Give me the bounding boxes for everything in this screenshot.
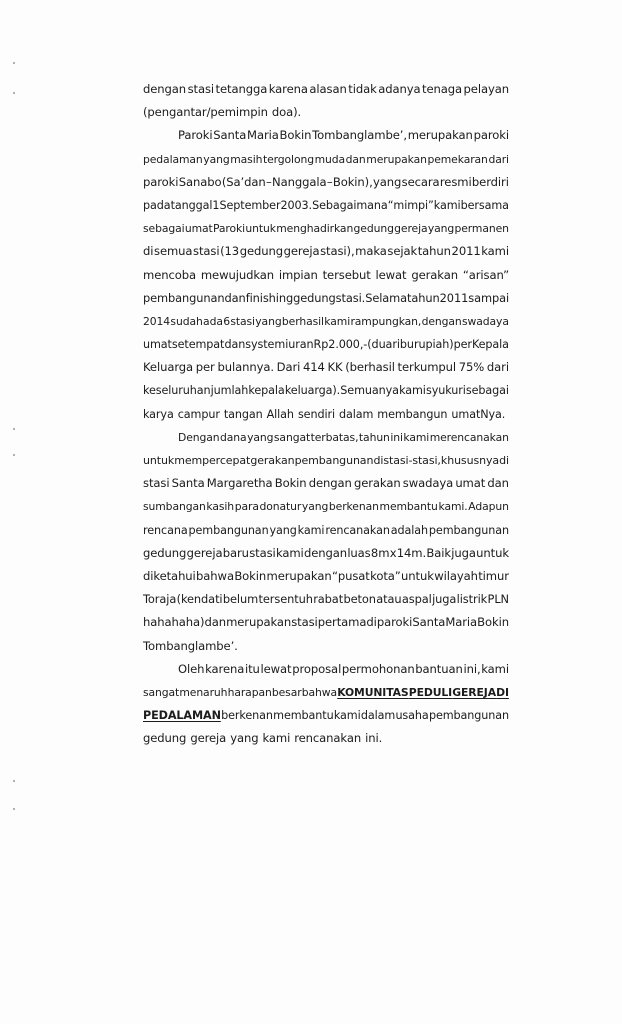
word: belum xyxy=(222,592,259,607)
word: gereja xyxy=(283,244,320,259)
word: karena xyxy=(205,661,245,676)
word: Keluarga xyxy=(143,360,194,375)
word: PLN xyxy=(487,592,509,607)
word: – xyxy=(326,174,333,189)
word: karya xyxy=(143,407,174,421)
word: maka xyxy=(355,244,387,259)
word: besar xyxy=(271,685,302,699)
word: yang xyxy=(427,222,455,236)
word: 414 xyxy=(302,360,325,375)
text-line xyxy=(143,287,509,310)
word: usaha xyxy=(395,709,429,723)
word: doa). xyxy=(271,105,302,120)
word: atau xyxy=(376,592,402,607)
paragraph-4 xyxy=(143,658,509,751)
word: 2003. xyxy=(280,198,313,212)
word: pembangunan xyxy=(428,523,509,537)
word: sebagai xyxy=(143,222,185,236)
word: x xyxy=(389,545,397,560)
word: dengan xyxy=(303,545,348,560)
word: Santa xyxy=(171,476,205,491)
word: untuk xyxy=(401,568,434,583)
word: ini xyxy=(390,430,403,444)
text-line xyxy=(143,658,509,681)
word: proposal xyxy=(292,661,342,676)
word: khususnya xyxy=(440,454,499,467)
word: gereja xyxy=(186,545,223,560)
word: yang xyxy=(373,174,402,189)
word: bahwa xyxy=(301,685,338,699)
word: keluarga). xyxy=(284,384,341,398)
word: kami xyxy=(481,661,509,676)
paragraph-2 xyxy=(143,124,509,425)
word: Tombanglambe’. xyxy=(143,638,238,653)
word: stasi xyxy=(143,476,170,491)
word: gedung xyxy=(239,244,283,259)
word: jumlah xyxy=(210,384,249,398)
word: membantu xyxy=(273,709,334,723)
word: Paroki xyxy=(212,222,246,236)
word: tanggal xyxy=(170,198,213,212)
word: sumbangan xyxy=(143,500,206,514)
word: syukuri xyxy=(425,384,466,398)
word: swadaya xyxy=(402,476,454,491)
word: Selama xyxy=(365,290,408,305)
word: berhasil xyxy=(281,314,324,328)
word: Dengan xyxy=(178,430,220,444)
word: gerakan xyxy=(250,454,295,467)
word: muda xyxy=(314,152,346,166)
word: sangat xyxy=(273,430,311,444)
word: sudah xyxy=(170,314,203,328)
word: di xyxy=(143,244,154,259)
word: 2.000,- xyxy=(328,338,368,352)
word: merupakan xyxy=(266,568,332,583)
text-line xyxy=(143,611,509,634)
word: rencanakan xyxy=(325,523,390,537)
word: kepala xyxy=(248,384,285,398)
word: rencanakan xyxy=(294,731,362,746)
word: Sanabo xyxy=(178,174,222,189)
word: di xyxy=(366,615,377,630)
word: bantuan xyxy=(415,661,463,676)
word: berkenan xyxy=(221,709,273,723)
word: yang xyxy=(247,430,274,444)
word: lewat xyxy=(260,661,292,676)
word: Dari xyxy=(276,360,301,375)
word: dan xyxy=(487,476,509,491)
word: adanya xyxy=(378,82,421,96)
text-line xyxy=(143,78,509,101)
word: ada xyxy=(203,314,223,328)
word: kota” xyxy=(370,568,401,583)
word: gedung xyxy=(293,290,336,305)
word: yang xyxy=(230,731,259,746)
word: tahun xyxy=(407,290,440,305)
word: stasi), xyxy=(320,244,355,259)
word: 2011 xyxy=(451,244,481,259)
word: semua xyxy=(154,244,193,259)
word: kami xyxy=(481,244,509,259)
body-text xyxy=(143,78,509,750)
text-line xyxy=(143,217,509,240)
word: listrik xyxy=(456,592,488,607)
word: donatur xyxy=(259,500,302,514)
word: wilayah xyxy=(434,568,478,583)
word: dalam xyxy=(360,709,396,723)
word: gereja xyxy=(394,222,428,236)
word: berdiri xyxy=(471,174,509,189)
word: kasih xyxy=(206,500,235,514)
word: kami xyxy=(275,545,304,560)
word: pada xyxy=(143,198,171,212)
word: kami xyxy=(433,198,461,212)
word: dengan xyxy=(143,82,187,96)
word: tenaga xyxy=(422,82,463,96)
word: diketahui xyxy=(143,568,196,583)
word: umatNya. xyxy=(451,407,506,421)
word: September xyxy=(219,198,281,212)
text-line xyxy=(143,264,509,287)
word: tangan xyxy=(223,407,263,421)
word: karena xyxy=(268,82,308,96)
word: 14m. xyxy=(396,545,427,560)
word: terkumpul xyxy=(397,360,457,375)
word: tersentuh xyxy=(258,592,313,607)
word: “arisan” xyxy=(462,267,509,282)
word: stasi-stasi, xyxy=(383,454,441,467)
text-line xyxy=(143,449,509,472)
text-line xyxy=(143,472,509,495)
word: rupiah) xyxy=(413,338,454,352)
word: dari xyxy=(486,360,509,375)
word: pelayan xyxy=(463,82,509,96)
scan-mark xyxy=(13,780,15,782)
word: Adapun xyxy=(468,500,509,514)
text-line xyxy=(143,681,509,704)
word: tergolong xyxy=(262,152,314,166)
word: itu xyxy=(244,661,260,676)
word: kami. xyxy=(438,500,468,514)
word: setempat xyxy=(171,338,225,352)
word: kami xyxy=(333,709,361,723)
word: Maria xyxy=(247,128,279,143)
word: baru xyxy=(222,545,249,560)
word: harapan xyxy=(227,685,272,699)
text-line xyxy=(143,310,509,333)
word: tahun xyxy=(417,244,451,259)
word: gedung xyxy=(143,731,187,746)
word: Kepala xyxy=(471,338,509,352)
word: 6 xyxy=(223,314,230,328)
word: masih xyxy=(230,152,263,166)
word: mencoba xyxy=(143,267,197,282)
word: bersama xyxy=(460,198,509,212)
word: tersebut xyxy=(322,267,371,282)
text-line xyxy=(143,171,509,194)
word: sendiri xyxy=(297,407,335,421)
word: di xyxy=(373,454,384,467)
word: Baik xyxy=(426,545,451,560)
word: luas xyxy=(347,545,371,560)
word: para xyxy=(234,500,259,514)
word: pembangunan xyxy=(428,709,509,723)
word: stasi xyxy=(187,82,215,96)
word: (13 xyxy=(220,244,240,259)
word: gerakan xyxy=(411,267,458,282)
word: umat xyxy=(143,338,172,352)
word: di xyxy=(499,454,509,467)
word: stasi xyxy=(193,244,220,259)
word: Bokin xyxy=(274,476,307,491)
organization-name-emphasis: GEREJA xyxy=(452,685,496,699)
organization-name-emphasis: KOMUNITAS xyxy=(337,685,409,699)
word: merupakan xyxy=(407,128,473,143)
word: permanen xyxy=(454,222,509,236)
text-line xyxy=(143,403,509,426)
word: sangat xyxy=(143,685,180,699)
scan-mark xyxy=(13,428,15,430)
text-line xyxy=(143,727,509,750)
word: merupakan xyxy=(366,152,427,166)
organization-name-emphasis: PEDALAMAN xyxy=(143,709,221,723)
word: paroki xyxy=(143,174,179,189)
word: kami xyxy=(324,314,351,328)
word: stasi xyxy=(291,615,318,630)
text-line xyxy=(143,519,509,542)
word: mewujudkan xyxy=(200,267,274,282)
word: Bokin xyxy=(477,615,509,630)
word: Tombanglambe’, xyxy=(312,128,407,143)
word: dengan xyxy=(421,314,462,328)
word: menghadirkan xyxy=(276,222,354,236)
word: sampai xyxy=(468,290,510,305)
word: dan xyxy=(345,152,366,166)
word: 2011 xyxy=(439,290,469,305)
word: dalam xyxy=(338,407,374,421)
word: rencana xyxy=(143,523,188,537)
word: yang xyxy=(255,314,282,328)
word: Oleh xyxy=(178,661,205,676)
text-line xyxy=(143,333,509,356)
text-line xyxy=(143,194,509,217)
word: finishing xyxy=(245,290,294,305)
word: (kendati xyxy=(176,592,223,607)
word: Rp xyxy=(313,338,329,352)
word: “mimpi” xyxy=(387,198,434,212)
word: system xyxy=(245,338,286,352)
word: Paroki xyxy=(178,128,213,143)
word: juga xyxy=(451,545,476,560)
word: Semuanya xyxy=(340,384,399,398)
word: stasi. xyxy=(335,290,366,305)
word: Santa xyxy=(412,615,446,630)
word: keseluruhan xyxy=(143,384,211,398)
word: mempercepat xyxy=(174,454,251,467)
word: impian xyxy=(278,267,318,282)
word: Toraja xyxy=(143,592,177,607)
word: membangun xyxy=(377,407,448,421)
word: kami xyxy=(262,731,291,746)
word: untuk xyxy=(245,222,276,236)
organization-name-emphasis: DI xyxy=(496,685,509,699)
scan-mark xyxy=(13,92,15,94)
word: (Sa’dan xyxy=(221,174,266,189)
word: swadaya xyxy=(462,314,509,328)
word: 2014 xyxy=(143,314,171,328)
text-line xyxy=(143,101,509,124)
word: dan xyxy=(224,290,246,305)
word: – xyxy=(265,174,272,189)
word: tidak xyxy=(348,82,377,96)
word: berkenan xyxy=(328,500,379,514)
word: dari xyxy=(488,152,509,166)
word: umat xyxy=(455,476,486,491)
text-line xyxy=(143,635,509,658)
text-line xyxy=(143,356,509,379)
word: dan xyxy=(204,615,227,630)
word: gerakan xyxy=(353,476,401,491)
word: Maria xyxy=(445,615,478,630)
word: ribu xyxy=(392,338,414,352)
text-line xyxy=(143,379,509,402)
word: merupakan xyxy=(226,615,292,630)
word: juga xyxy=(432,592,457,607)
word: untuk xyxy=(143,454,175,467)
word: sejak xyxy=(387,244,418,259)
word: pembangunan xyxy=(143,290,225,305)
word: pembangunan xyxy=(294,454,374,467)
scan-mark xyxy=(13,808,15,810)
word: kami xyxy=(297,523,325,537)
text-line xyxy=(143,588,509,611)
word: per xyxy=(195,360,215,375)
word: bahwa xyxy=(196,568,234,583)
word: aspal xyxy=(401,592,432,607)
paragraph-3 xyxy=(143,426,509,658)
word: “pusat xyxy=(331,568,370,583)
word: (pengantar/pemimpin xyxy=(143,105,268,120)
organization-name-emphasis: PEDULI xyxy=(408,685,453,699)
word: Sebagaimana xyxy=(312,198,388,212)
word: ini, xyxy=(463,661,481,676)
word: untuk xyxy=(476,545,509,560)
word: bulannya. xyxy=(217,360,274,375)
scan-mark xyxy=(13,454,15,456)
text-line xyxy=(143,704,509,727)
text-line xyxy=(143,565,509,588)
word: gedung xyxy=(143,545,187,560)
word: rabat xyxy=(313,592,344,607)
word: Bokin xyxy=(279,128,312,143)
word: iuran xyxy=(285,338,314,352)
word: dana xyxy=(220,430,247,444)
word: 8m xyxy=(370,545,390,560)
word: yang xyxy=(301,500,329,514)
word: Margaretha xyxy=(206,476,273,491)
word: umat xyxy=(184,222,213,236)
word: dan xyxy=(224,338,246,352)
word: gereja xyxy=(190,731,227,746)
word: pertama xyxy=(317,615,367,630)
word: per xyxy=(453,338,472,352)
scan-mark xyxy=(13,62,15,64)
word: rampungkan, xyxy=(350,314,422,328)
word: sebagai xyxy=(465,384,509,398)
word: menaruh xyxy=(179,685,228,699)
word: lewat xyxy=(375,267,407,282)
word: secara xyxy=(401,174,440,189)
word: hahahaha) xyxy=(143,615,205,630)
word: Bokin), xyxy=(332,174,373,189)
word: Santa xyxy=(213,128,247,143)
word: paroki xyxy=(473,128,509,143)
word: stasi xyxy=(249,545,276,560)
word: pembangunan xyxy=(188,523,269,537)
word: resmi xyxy=(439,174,472,189)
text-line xyxy=(143,426,509,449)
word: tetangga xyxy=(215,82,268,96)
paragraph-1 xyxy=(143,78,509,124)
word: yang xyxy=(203,152,230,166)
word: permohonan xyxy=(341,661,415,676)
word: (dua xyxy=(367,338,393,352)
word: adalah xyxy=(390,523,429,537)
word: 75% xyxy=(458,360,485,375)
text-line xyxy=(143,148,509,171)
word: kami xyxy=(403,430,430,444)
text-line xyxy=(143,495,509,518)
word: stasi xyxy=(230,314,255,328)
word: alasan xyxy=(309,82,347,96)
word: ini. xyxy=(365,731,383,746)
text-line xyxy=(143,542,509,565)
word: beton xyxy=(343,592,376,607)
word: paroki xyxy=(376,615,413,630)
text-line xyxy=(143,124,509,147)
text-line xyxy=(143,240,509,263)
word: tahun xyxy=(358,430,390,444)
word: Nanggala xyxy=(272,174,327,189)
word: dengan xyxy=(308,476,352,491)
word: (berhasil xyxy=(345,360,395,375)
word: KK xyxy=(327,360,343,375)
word: Allah xyxy=(266,407,294,421)
word: yang xyxy=(269,523,297,537)
word: membantu xyxy=(379,500,438,514)
word: pemekaran xyxy=(427,152,488,166)
word: merencanakan xyxy=(429,430,509,444)
word: gedung xyxy=(353,222,394,236)
word: 1 xyxy=(212,198,220,212)
word: Bokin xyxy=(234,568,267,583)
word: terbatas, xyxy=(310,430,359,444)
word: timur xyxy=(478,568,509,583)
word: pedalaman xyxy=(143,152,203,166)
word: kami xyxy=(399,384,426,398)
word: campur xyxy=(177,407,220,421)
